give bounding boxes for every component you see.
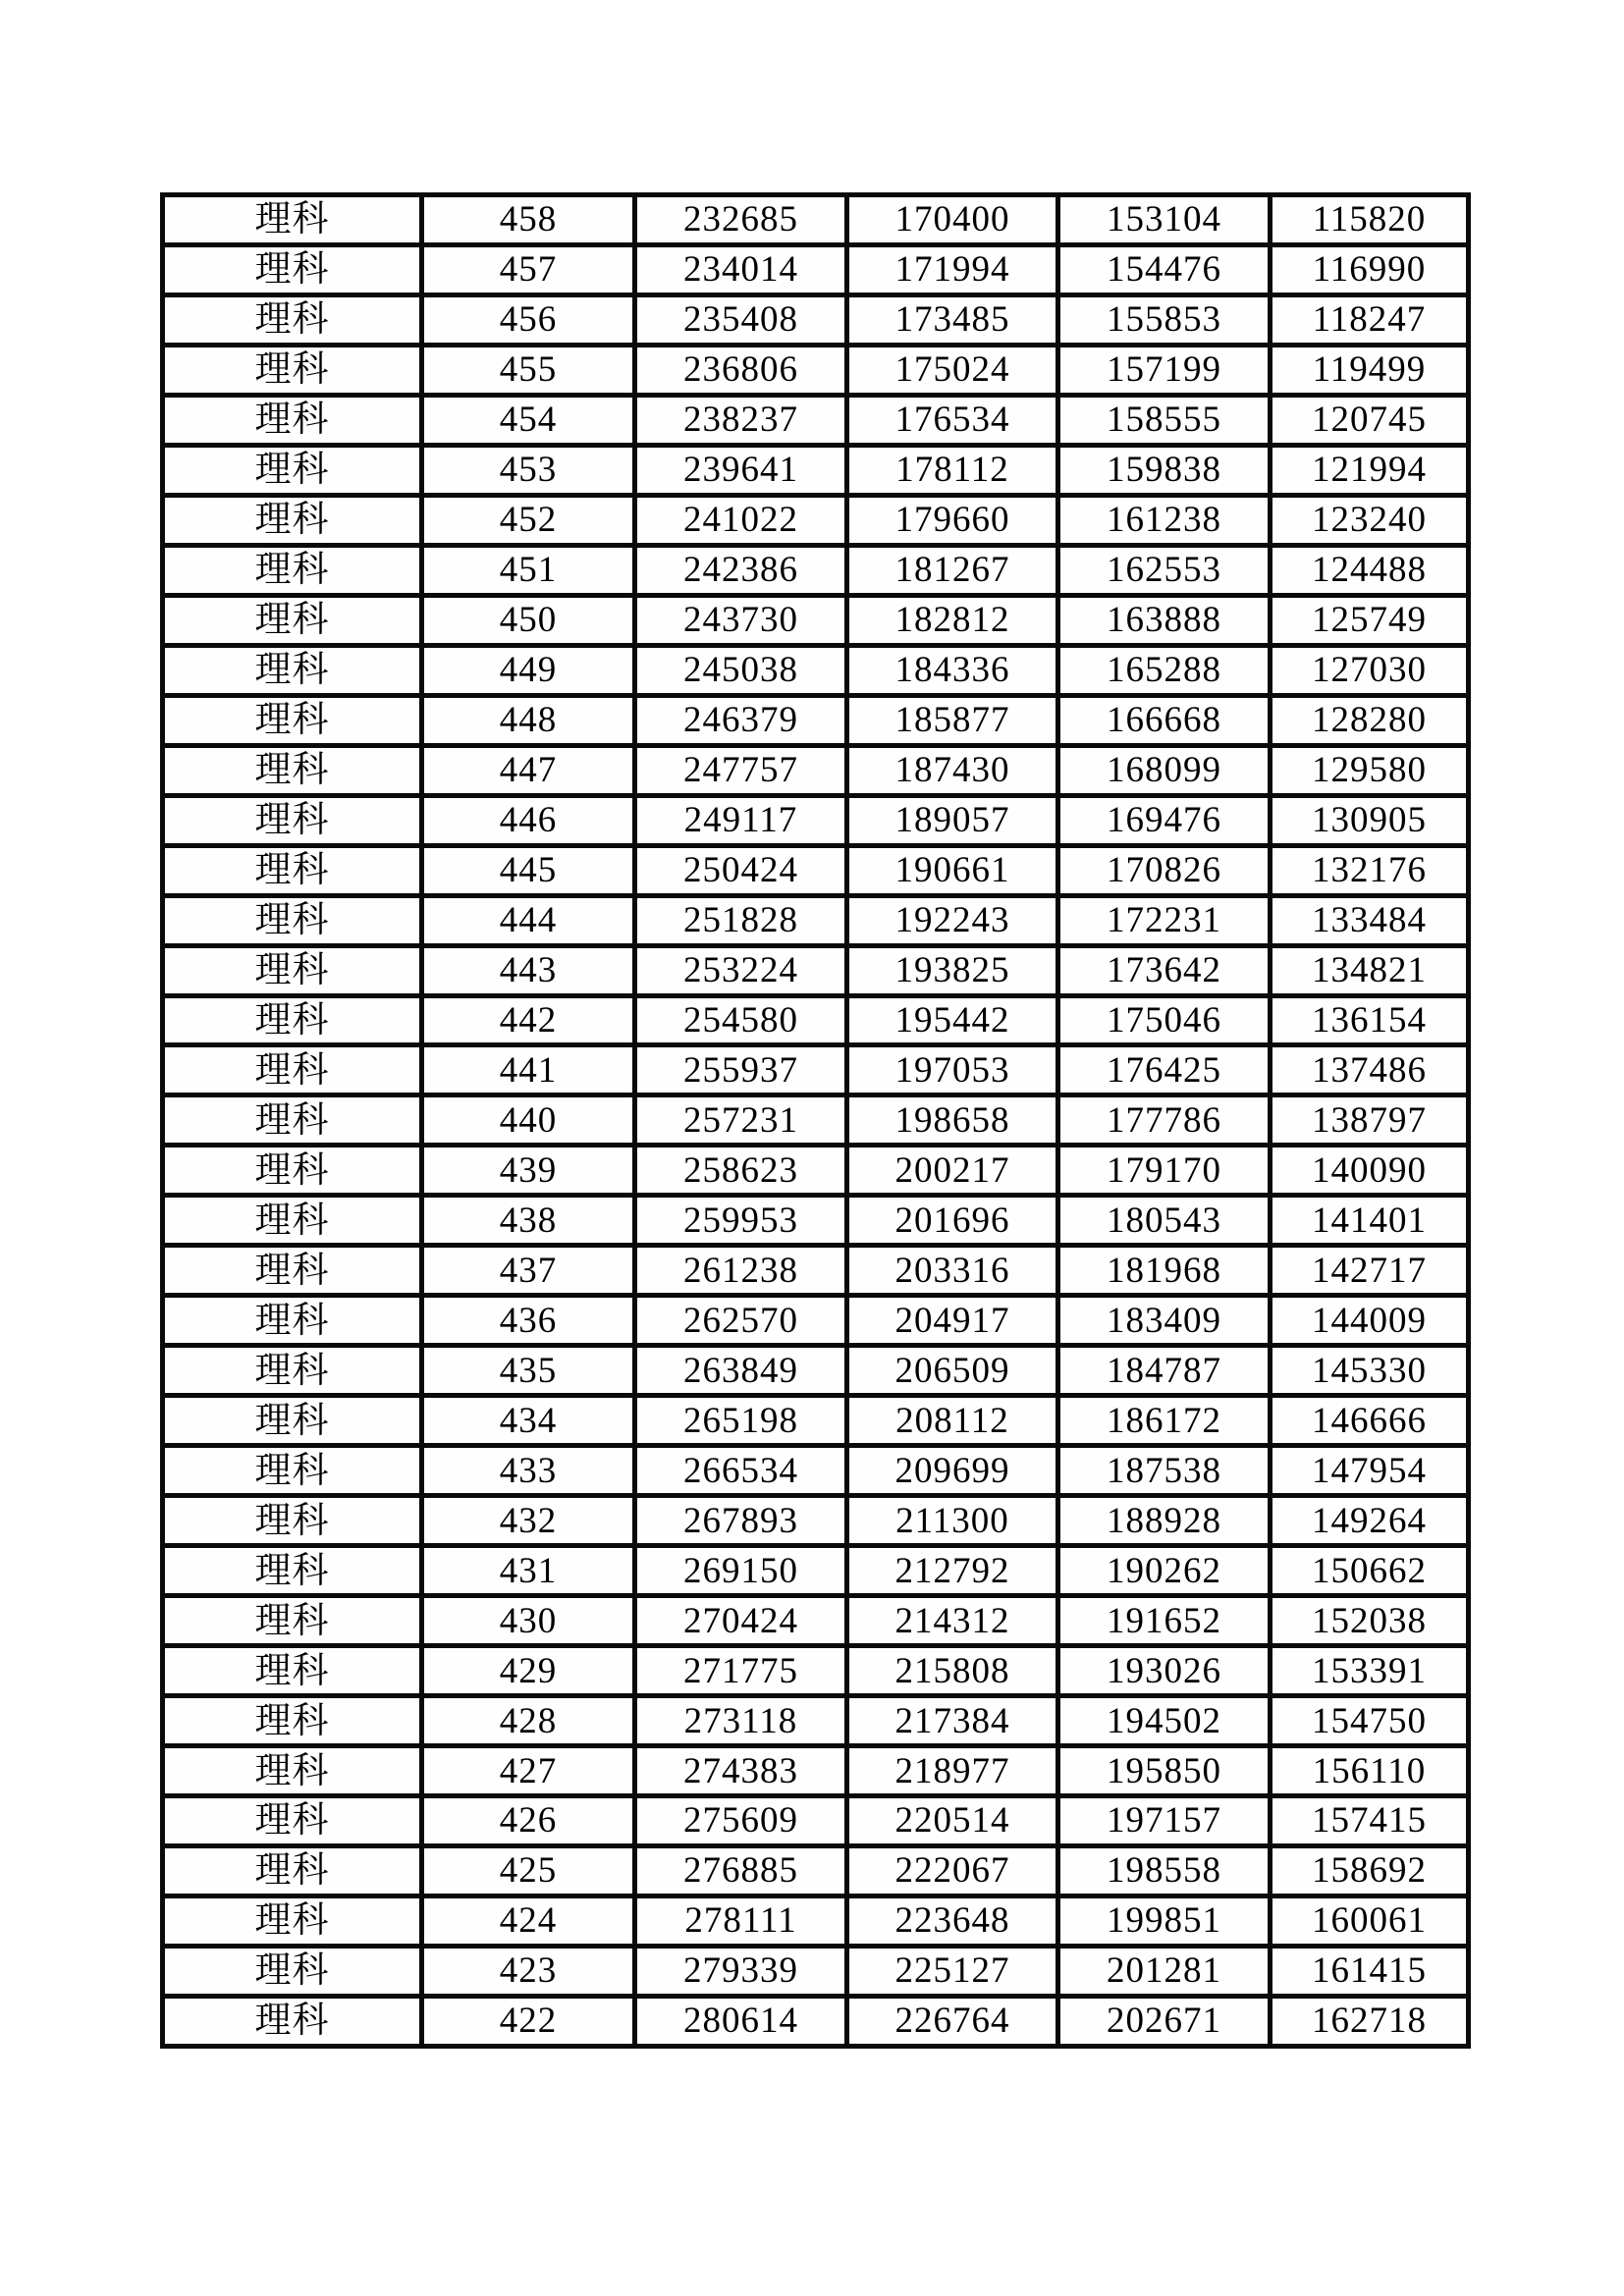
cumulative-count-cell-4: 116990 — [1271, 244, 1469, 294]
category-cell: 理科 — [163, 345, 422, 395]
table-row — [163, 995, 1469, 1045]
cumulative-count-cell-4: 153391 — [1271, 1646, 1469, 1696]
score-cell: 454 — [422, 395, 635, 445]
cumulative-count-cell-2: 189057 — [847, 795, 1058, 845]
cumulative-count-cell-2: 190661 — [847, 845, 1058, 895]
table-row — [163, 195, 1469, 245]
cumulative-count-cell-1: 247757 — [635, 745, 847, 795]
cumulative-count-cell-1: 271775 — [635, 1646, 847, 1696]
cumulative-count-cell-1: 232685 — [635, 195, 847, 245]
cumulative-count-cell-4: 138797 — [1271, 1095, 1469, 1146]
category-cell: 理科 — [163, 1045, 422, 1095]
score-cell: 452 — [422, 495, 635, 545]
cumulative-count-cell-2: 206509 — [847, 1346, 1058, 1396]
cumulative-count-cell-3: 162553 — [1058, 545, 1271, 595]
cumulative-count-cell-3: 169476 — [1058, 795, 1271, 845]
score-cell: 451 — [422, 545, 635, 595]
cumulative-count-cell-4: 137486 — [1271, 1045, 1469, 1095]
table-row — [163, 1296, 1469, 1346]
cumulative-count-cell-1: 276885 — [635, 1845, 847, 1896]
cumulative-count-cell-4: 154750 — [1271, 1696, 1469, 1746]
score-cell: 435 — [422, 1346, 635, 1396]
category-cell: 理科 — [163, 645, 422, 695]
score-cell: 436 — [422, 1296, 635, 1346]
cumulative-count-cell-2: 215808 — [847, 1646, 1058, 1696]
table-row — [163, 1146, 1469, 1196]
table-row — [163, 645, 1469, 695]
cumulative-count-cell-3: 158555 — [1058, 395, 1271, 445]
table-row — [163, 1045, 1469, 1095]
cumulative-count-cell-4: 144009 — [1271, 1296, 1469, 1346]
category-cell: 理科 — [163, 1296, 422, 1346]
cumulative-count-cell-2: 182812 — [847, 595, 1058, 645]
cumulative-count-cell-2: 187430 — [847, 745, 1058, 795]
cumulative-count-cell-3: 176425 — [1058, 1045, 1271, 1095]
cumulative-count-cell-4: 152038 — [1271, 1596, 1469, 1646]
cumulative-count-cell-3: 180543 — [1058, 1196, 1271, 1246]
cumulative-count-cell-4: 133484 — [1271, 895, 1469, 945]
cumulative-count-cell-1: 280614 — [635, 1996, 847, 2046]
cumulative-count-cell-2: 170400 — [847, 195, 1058, 245]
category-cell: 理科 — [163, 495, 422, 545]
table-row — [163, 595, 1469, 645]
cumulative-count-cell-4: 140090 — [1271, 1146, 1469, 1196]
table-row — [163, 345, 1469, 395]
category-cell: 理科 — [163, 195, 422, 245]
cumulative-count-cell-2: 218977 — [847, 1746, 1058, 1796]
table-row — [163, 1346, 1469, 1396]
cumulative-count-cell-4: 129580 — [1271, 745, 1469, 795]
category-cell: 理科 — [163, 294, 422, 345]
score-cell: 433 — [422, 1446, 635, 1496]
category-cell: 理科 — [163, 895, 422, 945]
score-cell: 430 — [422, 1596, 635, 1646]
cumulative-count-cell-3: 191652 — [1058, 1596, 1271, 1646]
table-row — [163, 244, 1469, 294]
cumulative-count-cell-2: 225127 — [847, 1946, 1058, 1996]
table-row — [163, 845, 1469, 895]
table-row — [163, 795, 1469, 845]
cumulative-count-cell-3: 187538 — [1058, 1446, 1271, 1496]
cumulative-count-cell-4: 121994 — [1271, 445, 1469, 495]
score-cell: 426 — [422, 1796, 635, 1846]
table-row — [163, 294, 1469, 345]
score-cell: 425 — [422, 1845, 635, 1896]
cumulative-count-cell-3: 163888 — [1058, 595, 1271, 645]
score-cell: 447 — [422, 745, 635, 795]
category-cell: 理科 — [163, 1095, 422, 1146]
cumulative-count-cell-3: 168099 — [1058, 745, 1271, 795]
category-cell: 理科 — [163, 1146, 422, 1196]
cumulative-count-cell-1: 259953 — [635, 1196, 847, 1246]
cumulative-count-cell-4: 162718 — [1271, 1996, 1469, 2046]
cumulative-count-cell-2: 171994 — [847, 244, 1058, 294]
cumulative-count-cell-1: 258623 — [635, 1146, 847, 1196]
table-row — [163, 395, 1469, 445]
cumulative-count-cell-3: 154476 — [1058, 244, 1271, 294]
cumulative-count-cell-2: 192243 — [847, 895, 1058, 945]
cumulative-count-cell-4: 142717 — [1271, 1246, 1469, 1296]
cumulative-count-cell-3: 161238 — [1058, 495, 1271, 545]
table-row — [163, 545, 1469, 595]
cumulative-count-cell-3: 170826 — [1058, 845, 1271, 895]
table-row — [163, 1095, 1469, 1146]
category-cell: 理科 — [163, 595, 422, 645]
table-row — [163, 895, 1469, 945]
cumulative-count-cell-3: 184787 — [1058, 1346, 1271, 1396]
cumulative-count-cell-1: 249117 — [635, 795, 847, 845]
cumulative-count-cell-1: 269150 — [635, 1546, 847, 1596]
cumulative-count-cell-3: 199851 — [1058, 1896, 1271, 1946]
cumulative-count-cell-1: 270424 — [635, 1596, 847, 1646]
cumulative-count-cell-2: 184336 — [847, 645, 1058, 695]
cumulative-count-cell-1: 262570 — [635, 1296, 847, 1346]
table-row — [163, 1996, 1469, 2046]
cumulative-count-cell-1: 253224 — [635, 945, 847, 995]
category-cell: 理科 — [163, 1346, 422, 1396]
score-cell: 434 — [422, 1396, 635, 1446]
table-row — [163, 1746, 1469, 1796]
cumulative-count-cell-2: 185877 — [847, 695, 1058, 745]
cumulative-count-cell-3: 157199 — [1058, 345, 1271, 395]
score-cell: 458 — [422, 195, 635, 245]
cumulative-count-cell-4: 161415 — [1271, 1946, 1469, 1996]
score-cell: 440 — [422, 1095, 635, 1146]
table-row — [163, 1396, 1469, 1446]
category-cell: 理科 — [163, 1946, 422, 1996]
table-row — [163, 1496, 1469, 1546]
score-cell: 437 — [422, 1246, 635, 1296]
cumulative-count-cell-2: 198658 — [847, 1095, 1058, 1146]
cumulative-count-cell-2: 226764 — [847, 1996, 1058, 2046]
score-cell: 432 — [422, 1496, 635, 1546]
cumulative-count-cell-1: 245038 — [635, 645, 847, 695]
cumulative-count-cell-1: 234014 — [635, 244, 847, 294]
cumulative-count-cell-3: 166668 — [1058, 695, 1271, 745]
score-cell: 422 — [422, 1996, 635, 2046]
cumulative-count-cell-1: 267893 — [635, 1496, 847, 1546]
cumulative-count-cell-1: 238237 — [635, 395, 847, 445]
cumulative-count-cell-3: 179170 — [1058, 1146, 1271, 1196]
cumulative-count-cell-3: 165288 — [1058, 645, 1271, 695]
table-row — [163, 695, 1469, 745]
cumulative-count-cell-2: 175024 — [847, 345, 1058, 395]
category-cell: 理科 — [163, 1746, 422, 1796]
cumulative-count-cell-4: 128280 — [1271, 695, 1469, 745]
cumulative-count-cell-4: 119499 — [1271, 345, 1469, 395]
cumulative-count-cell-3: 194502 — [1058, 1696, 1271, 1746]
cumulative-count-cell-1: 236806 — [635, 345, 847, 395]
category-cell: 理科 — [163, 395, 422, 445]
category-cell: 理科 — [163, 1496, 422, 1546]
score-cell: 450 — [422, 595, 635, 645]
cumulative-count-cell-3: 201281 — [1058, 1946, 1271, 1996]
table-row — [163, 1596, 1469, 1646]
category-cell: 理科 — [163, 1845, 422, 1896]
cumulative-count-cell-1: 274383 — [635, 1746, 847, 1796]
category-cell: 理科 — [163, 795, 422, 845]
cumulative-count-cell-3: 181968 — [1058, 1246, 1271, 1296]
cumulative-count-cell-2: 209699 — [847, 1446, 1058, 1496]
table-row — [163, 1796, 1469, 1846]
score-cell: 423 — [422, 1946, 635, 1996]
category-cell: 理科 — [163, 745, 422, 795]
cumulative-count-cell-2: 203316 — [847, 1246, 1058, 1296]
cumulative-count-cell-4: 124488 — [1271, 545, 1469, 595]
category-cell: 理科 — [163, 845, 422, 895]
cumulative-count-cell-4: 141401 — [1271, 1196, 1469, 1246]
cumulative-count-cell-1: 239641 — [635, 445, 847, 495]
cumulative-count-cell-3: 183409 — [1058, 1296, 1271, 1346]
cumulative-count-cell-2: 197053 — [847, 1045, 1058, 1095]
cumulative-count-cell-2: 220514 — [847, 1796, 1058, 1846]
category-cell: 理科 — [163, 445, 422, 495]
cumulative-count-cell-2: 195442 — [847, 995, 1058, 1045]
category-cell: 理科 — [163, 1546, 422, 1596]
cumulative-count-cell-1: 275609 — [635, 1796, 847, 1846]
cumulative-count-cell-1: 266534 — [635, 1446, 847, 1496]
cumulative-count-cell-3: 186172 — [1058, 1396, 1271, 1446]
cumulative-count-cell-3: 173642 — [1058, 945, 1271, 995]
cumulative-count-cell-2: 173485 — [847, 294, 1058, 345]
table-row — [163, 1646, 1469, 1696]
score-cell: 443 — [422, 945, 635, 995]
cumulative-count-cell-3: 195850 — [1058, 1746, 1271, 1796]
cumulative-count-cell-1: 246379 — [635, 695, 847, 745]
category-cell: 理科 — [163, 1996, 422, 2046]
cumulative-count-cell-4: 158692 — [1271, 1845, 1469, 1896]
score-cell: 456 — [422, 294, 635, 345]
cumulative-count-cell-2: 214312 — [847, 1596, 1058, 1646]
category-cell: 理科 — [163, 695, 422, 745]
table-row — [163, 1246, 1469, 1296]
table-row — [163, 1696, 1469, 1746]
cumulative-count-cell-1: 279339 — [635, 1946, 847, 1996]
cumulative-count-cell-3: 202671 — [1058, 1996, 1271, 2046]
cumulative-count-cell-2: 181267 — [847, 545, 1058, 595]
cumulative-count-cell-2: 201696 — [847, 1196, 1058, 1246]
cumulative-count-cell-2: 208112 — [847, 1396, 1058, 1446]
cumulative-count-cell-3: 172231 — [1058, 895, 1271, 945]
cumulative-count-cell-2: 204917 — [847, 1296, 1058, 1346]
table-row — [163, 745, 1469, 795]
cumulative-count-cell-2: 212792 — [847, 1546, 1058, 1596]
cumulative-count-cell-3: 159838 — [1058, 445, 1271, 495]
cumulative-count-cell-2: 217384 — [847, 1696, 1058, 1746]
cumulative-count-cell-4: 145330 — [1271, 1346, 1469, 1396]
cumulative-count-cell-4: 134821 — [1271, 945, 1469, 995]
category-cell: 理科 — [163, 1446, 422, 1496]
cumulative-count-cell-1: 241022 — [635, 495, 847, 545]
cumulative-count-cell-1: 273118 — [635, 1696, 847, 1746]
table-row — [163, 1896, 1469, 1946]
cumulative-count-cell-1: 278111 — [635, 1896, 847, 1946]
table-row — [163, 445, 1469, 495]
cumulative-count-cell-3: 155853 — [1058, 294, 1271, 345]
cumulative-count-cell-4: 150662 — [1271, 1546, 1469, 1596]
cumulative-count-cell-2: 222067 — [847, 1845, 1058, 1896]
score-cell: 446 — [422, 795, 635, 845]
cumulative-count-cell-1: 250424 — [635, 845, 847, 895]
cumulative-count-cell-1: 251828 — [635, 895, 847, 945]
category-cell: 理科 — [163, 1796, 422, 1846]
category-cell: 理科 — [163, 1696, 422, 1746]
score-segment-table — [160, 192, 1471, 2049]
score-cell: 457 — [422, 244, 635, 294]
cumulative-count-cell-4: 130905 — [1271, 795, 1469, 845]
score-cell: 448 — [422, 695, 635, 745]
cumulative-count-cell-1: 254580 — [635, 995, 847, 1045]
cumulative-count-cell-1: 265198 — [635, 1396, 847, 1446]
score-cell: 424 — [422, 1896, 635, 1946]
score-cell: 455 — [422, 345, 635, 395]
cumulative-count-cell-1: 243730 — [635, 595, 847, 645]
cumulative-count-cell-3: 188928 — [1058, 1496, 1271, 1546]
category-cell: 理科 — [163, 1246, 422, 1296]
score-cell: 444 — [422, 895, 635, 945]
category-cell: 理科 — [163, 1896, 422, 1946]
category-cell: 理科 — [163, 1646, 422, 1696]
cumulative-count-cell-1: 235408 — [635, 294, 847, 345]
cumulative-count-cell-2: 178112 — [847, 445, 1058, 495]
table-row — [163, 1845, 1469, 1896]
cumulative-count-cell-4: 123240 — [1271, 495, 1469, 545]
cumulative-count-cell-1: 242386 — [635, 545, 847, 595]
cumulative-count-cell-2: 193825 — [847, 945, 1058, 995]
score-cell: 441 — [422, 1045, 635, 1095]
category-cell: 理科 — [163, 545, 422, 595]
cumulative-count-cell-3: 193026 — [1058, 1646, 1271, 1696]
cumulative-count-cell-4: 147954 — [1271, 1446, 1469, 1496]
score-cell: 427 — [422, 1746, 635, 1796]
score-cell: 428 — [422, 1696, 635, 1746]
cumulative-count-cell-2: 211300 — [847, 1496, 1058, 1546]
cumulative-count-cell-4: 146666 — [1271, 1396, 1469, 1446]
cumulative-count-cell-3: 177786 — [1058, 1095, 1271, 1146]
table-row — [163, 1446, 1469, 1496]
category-cell: 理科 — [163, 1396, 422, 1446]
cumulative-count-cell-4: 157415 — [1271, 1796, 1469, 1846]
cumulative-count-cell-4: 160061 — [1271, 1896, 1469, 1946]
cumulative-count-cell-3: 197157 — [1058, 1796, 1271, 1846]
score-cell: 429 — [422, 1646, 635, 1696]
cumulative-count-cell-4: 149264 — [1271, 1496, 1469, 1546]
table-row — [163, 1546, 1469, 1596]
cumulative-count-cell-4: 115820 — [1271, 195, 1469, 245]
cumulative-count-cell-1: 255937 — [635, 1045, 847, 1095]
cumulative-count-cell-3: 190262 — [1058, 1546, 1271, 1596]
score-cell: 431 — [422, 1546, 635, 1596]
cumulative-count-cell-2: 223648 — [847, 1896, 1058, 1946]
cumulative-count-cell-4: 127030 — [1271, 645, 1469, 695]
table-row — [163, 495, 1469, 545]
cumulative-count-cell-4: 120745 — [1271, 395, 1469, 445]
score-cell: 445 — [422, 845, 635, 895]
cumulative-count-cell-4: 136154 — [1271, 995, 1469, 1045]
score-cell: 438 — [422, 1196, 635, 1246]
score-cell: 442 — [422, 995, 635, 1045]
category-cell: 理科 — [163, 995, 422, 1045]
cumulative-count-cell-2: 179660 — [847, 495, 1058, 545]
score-cell: 449 — [422, 645, 635, 695]
table-row — [163, 945, 1469, 995]
cumulative-count-cell-1: 257231 — [635, 1095, 847, 1146]
cumulative-count-cell-1: 261238 — [635, 1246, 847, 1296]
score-cell: 439 — [422, 1146, 635, 1196]
cumulative-count-cell-4: 125749 — [1271, 595, 1469, 645]
table-row — [163, 1196, 1469, 1246]
cumulative-count-cell-4: 132176 — [1271, 845, 1469, 895]
cumulative-count-cell-3: 175046 — [1058, 995, 1271, 1045]
cumulative-count-cell-2: 176534 — [847, 395, 1058, 445]
category-cell: 理科 — [163, 1196, 422, 1246]
cumulative-count-cell-3: 198558 — [1058, 1845, 1271, 1896]
category-cell: 理科 — [163, 244, 422, 294]
category-cell: 理科 — [163, 945, 422, 995]
cumulative-count-cell-1: 263849 — [635, 1346, 847, 1396]
cumulative-count-cell-4: 118247 — [1271, 294, 1469, 345]
cumulative-count-cell-3: 153104 — [1058, 195, 1271, 245]
cumulative-count-cell-4: 156110 — [1271, 1746, 1469, 1796]
cumulative-count-cell-2: 200217 — [847, 1146, 1058, 1196]
table-row — [163, 1946, 1469, 1996]
category-cell: 理科 — [163, 1596, 422, 1646]
score-cell: 453 — [422, 445, 635, 495]
